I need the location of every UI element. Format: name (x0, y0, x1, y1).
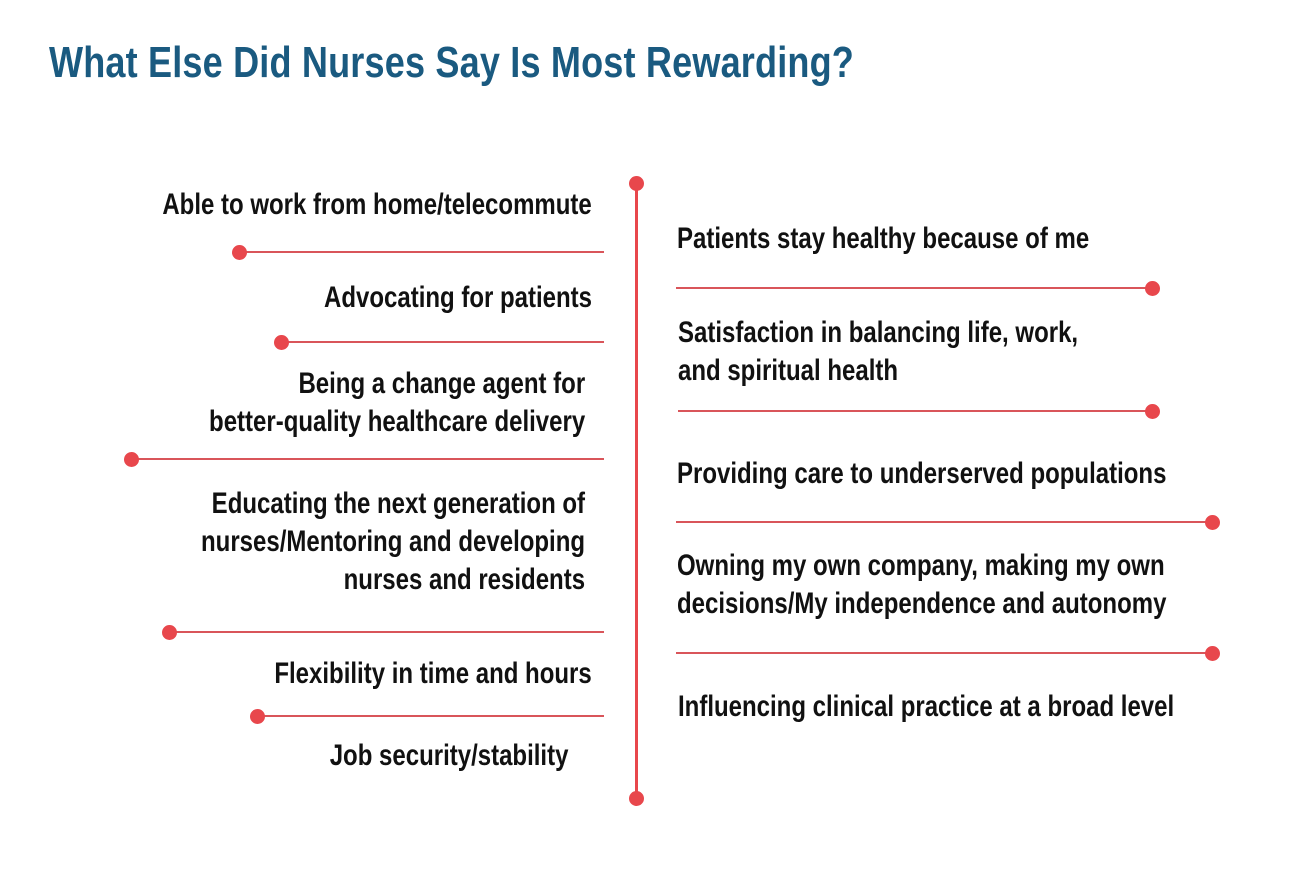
left-connector-dot (274, 335, 289, 350)
page-title: What Else Did Nurses Say Is Most Rewarding? (49, 38, 855, 87)
left-connector-dot (232, 245, 247, 260)
right-connector-dot (1145, 281, 1160, 296)
timeline-spine (635, 183, 638, 798)
left-connector-line (282, 341, 604, 343)
right-item-balance: Satisfaction in balancing life, work, and spiritual health (678, 316, 1079, 387)
right-connector-dot (1205, 515, 1220, 530)
left-connector-line (170, 631, 604, 633)
right-connector-line (676, 521, 1212, 523)
right-connector-line (678, 410, 1152, 412)
left-item-advocating: Advocating for patients (323, 281, 592, 314)
left-item-change-agent: Being a change agent for better-quality healthcare delivery (208, 367, 585, 438)
right-item-patients-healthy: Patients stay healthy because of me (677, 222, 1090, 255)
left-item-flexibility: Flexibility in time and hours (274, 657, 592, 690)
right-item-own-company: Owning my own company, making my own decisions/My independence and autonomy (677, 549, 1167, 620)
left-connector-line (240, 251, 604, 253)
right-connector-dot (1145, 404, 1160, 419)
right-item-influencing: Influencing clinical practice at a broad level (678, 690, 1175, 723)
left-item-work-from-home: Able to work from home/telecommute (162, 188, 592, 221)
spine-top-dot (629, 176, 644, 191)
left-connector-dot (162, 625, 177, 640)
left-connector-dot (124, 452, 139, 467)
left-item-educating: Educating the next generation of nurses/Mentoring and developing nurses and residents (200, 487, 585, 596)
left-connector-line (132, 458, 604, 460)
right-connector-line (676, 287, 1152, 289)
spine-bottom-dot (629, 791, 644, 806)
right-connector-dot (1205, 646, 1220, 661)
right-item-underserved: Providing care to underserved populations (677, 457, 1167, 490)
left-item-job-security: Job security/stability (329, 739, 568, 772)
left-connector-dot (250, 709, 265, 724)
right-connector-line (676, 652, 1212, 654)
left-connector-line (258, 715, 604, 717)
